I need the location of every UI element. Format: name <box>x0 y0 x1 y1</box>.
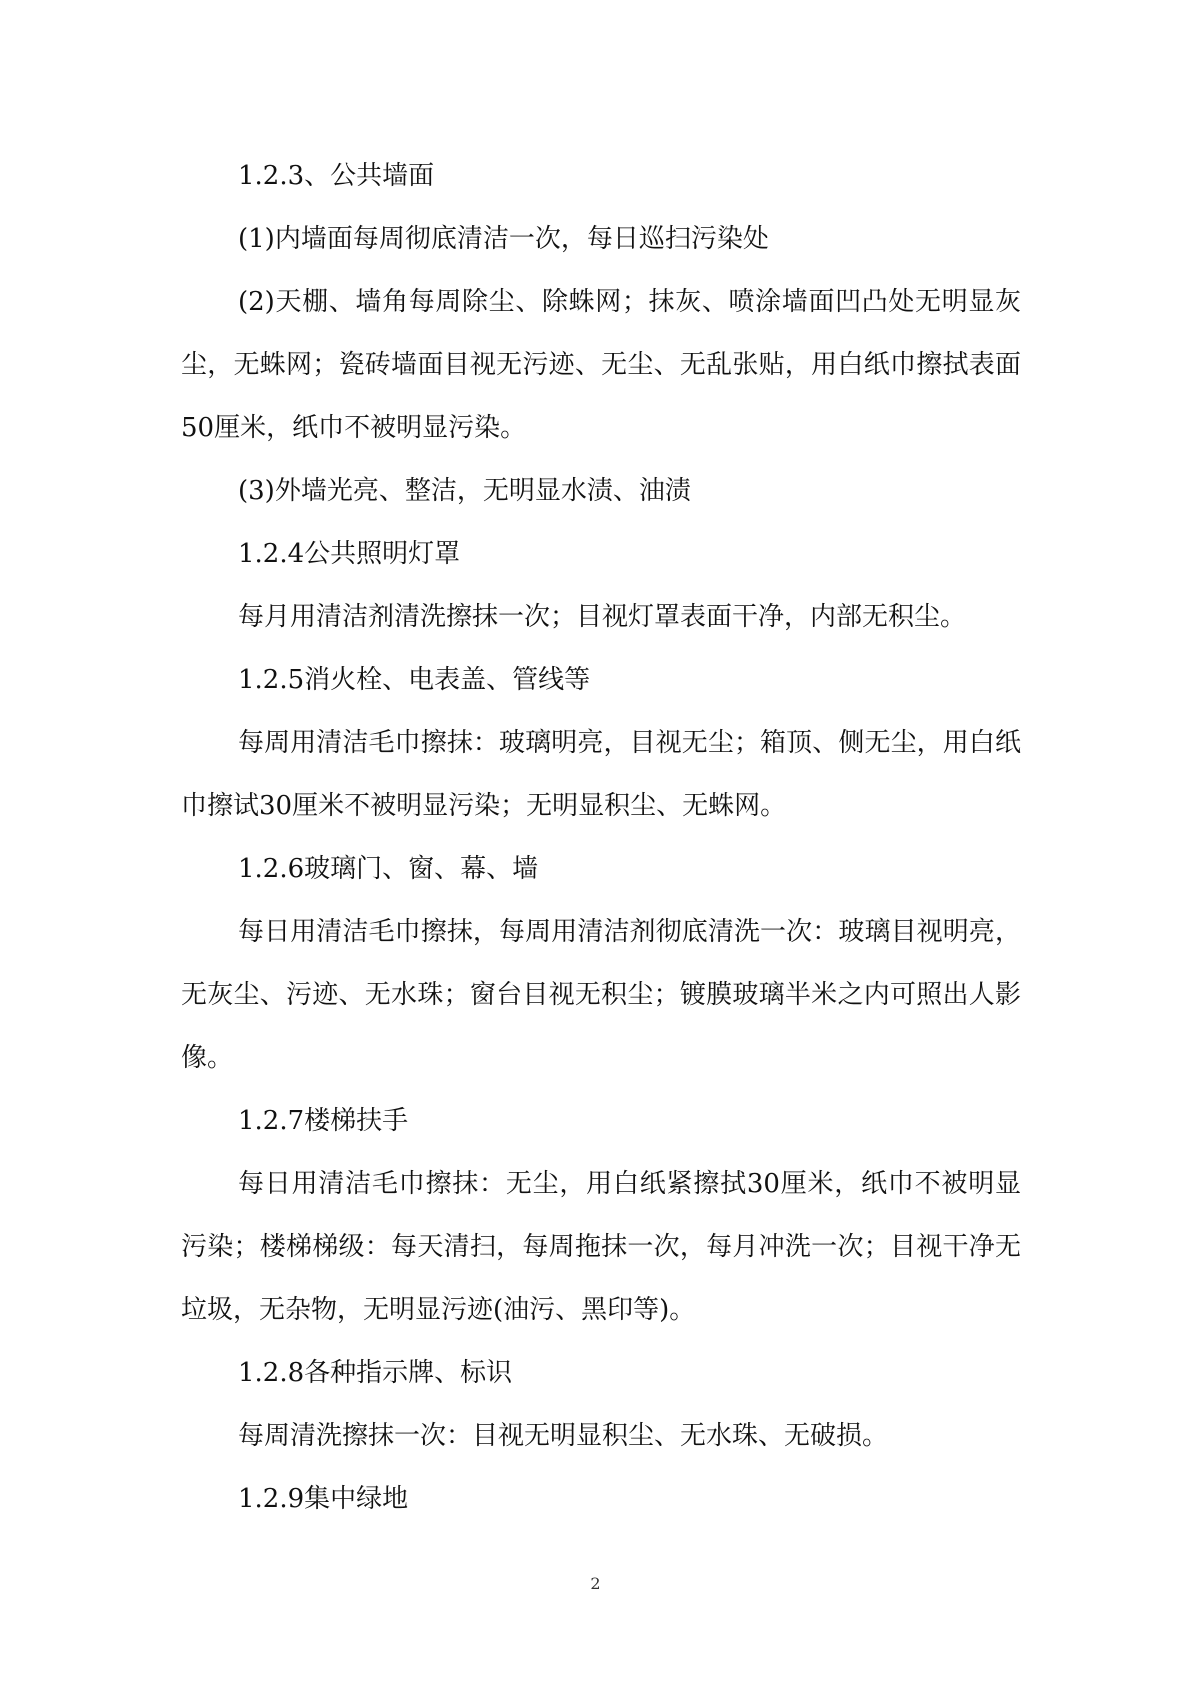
paragraph-ceiling-corners: (2)天棚、墙角每周除尘、除蛛网；抹灰、喷涂墙面凹凸处无明显灰尘，无蛛网；瓷砖墙面目视无污迹、无尘、无乱张贴，用白纸巾擦拭表面50厘米，纸巾不被明显污染。 <box>181 287 1021 443</box>
paragraph-glass-doors: 每日用清洁毛巾擦抹，每周用清洁剂彻底清洗一次：玻璃目视明亮，无灰尘、污迹、无水珠；窗台目视无积尘；镀膜玻璃半米之内可照出人影像。 <box>181 917 1021 1073</box>
paragraph-inner-wall: (1)内墙面每周彻底清洁一次，每日巡扫污染处 <box>238 224 769 254</box>
page-number: 2 <box>590 1574 601 1593</box>
heading-1-2-4: 1.2.4公共照明灯罩 <box>238 539 461 569</box>
paragraph-lamp-covers: 每月用清洁剂清洗擦抹一次；目视灯罩表面干净，内部无积尘。 <box>238 602 967 632</box>
document-body <box>181 145 1021 1531</box>
heading-1-2-3: 1.2.3、公共墙面 <box>238 161 435 191</box>
paragraph-signs: 每周清洗擦抹一次：目视无明显积尘、无水珠、无破损。 <box>238 1421 889 1451</box>
heading-1-2-5: 1.2.5消火栓、电表盖、管线等 <box>238 665 591 695</box>
paragraph-fire-hydrant: 每周用清洁毛巾擦抹：玻璃明亮，目视无尘；箱顶、侧无尘，用白纸巾擦试30厘米不被明显污染；无明显积尘、无蛛网。 <box>181 728 1021 821</box>
heading-1-2-7: 1.2.7楼梯扶手 <box>238 1106 409 1136</box>
paragraph-outer-wall: (3)外墙光亮、整洁，无明显水渍、油渍 <box>238 476 691 506</box>
heading-1-2-6: 1.2.6玻璃门、窗、幕、墙 <box>238 854 539 884</box>
paragraph-stair-handrail: 每日用清洁毛巾擦抹：无尘，用白纸紧擦拭30厘米，纸巾不被明显污染；楼梯梯级：每天清扫，每周拖抹一次，每月冲洗一次；目视干净无垃圾，无杂物，无明显污迹(油污、黑印等)。 <box>181 1169 1021 1325</box>
heading-1-2-8: 1.2.8各种指示牌、标识 <box>238 1358 513 1388</box>
heading-1-2-9: 1.2.9集中绿地 <box>238 1484 409 1514</box>
